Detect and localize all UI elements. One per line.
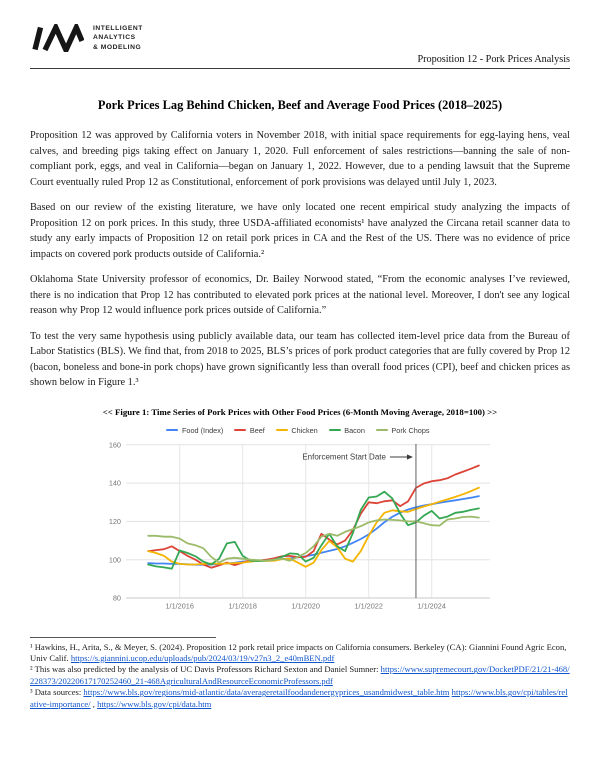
footnote-1-text: ¹ Hawkins, H., Arita, S., & Meyer, S. (2024). Proposition 12 pork retail price impacts on California consumers. Berkeley (CA): Giannini Found Agric Econ, Univ Calif. [30, 641, 567, 663]
footnote-1-link[interactable]: https://s.giannini.ucop.edu/uploads/pub/2024/03/19/v27n3_2_e40mBEN.pdf [70, 652, 335, 663]
footnote-3 [30, 687, 570, 710]
legend-marker-food-index [166, 429, 178, 432]
footnote-3-text: ³ Data sources: [30, 687, 84, 698]
y-tick-label: 100 [108, 554, 121, 564]
logo-line-1: INTELLIGENT [93, 25, 143, 32]
footnote-3-link-2[interactable]: https://www.bls.gov/cpi/tables/relative-importance/ [30, 687, 568, 709]
y-tick-label: 80 [112, 593, 121, 603]
header-divider [30, 68, 570, 69]
x-tick-label: 1/1/2018 [228, 601, 257, 610]
paragraph-4: To test the very same hypothesis using publicly available data, our team has collected item-level price data from the Bureau of Labor Statistics (BLS). We find that, from 2018 to 2025, BLS’s prices of pork product categories that are fully covered by Prop 12 (bacon, boneless and bone-in pork chops) have grown significantly less than overall food prices (CPI), beef and chicken prices as shown below in Figure 1.³ [30, 330, 570, 388]
legend-marker-chicken [276, 429, 288, 432]
iam-logo-icon [30, 24, 84, 52]
y-tick-label: 140 [108, 478, 121, 488]
logo-line-2: ANALYTICS [93, 34, 136, 42]
series-line-beef [148, 465, 479, 567]
paragraph-3: Oklahoma State University professor of economics, Dr. Bailey Norwood stated, “From the economic analyses I’ve reviewed, there is no indication that Prop 12 has contributed to elevated pork prices at the national level. Moreover, I don't see any logical reason why Prop 12 would influence pork prices outside of California.” [30, 274, 570, 316]
legend-label-chicken: Chicken [291, 425, 318, 435]
footnote-3-sep-2: , [90, 698, 98, 709]
x-tick-label: 1/1/2022 [354, 601, 383, 610]
legend-marker-bacon [329, 429, 341, 432]
series-line-pork-chops [148, 516, 479, 562]
legend-label-bacon: Bacon [344, 425, 365, 435]
legend-label-pork-chops: Pork Chops [391, 425, 430, 435]
legend-marker-pork-chops [376, 429, 388, 432]
y-tick-label: 160 [108, 439, 121, 449]
figure1-plot [93, 436, 503, 620]
page-header [30, 24, 570, 68]
legend-item-beef [234, 426, 265, 435]
footnotes [30, 642, 570, 710]
x-tick-label: 1/1/2020 [291, 601, 320, 610]
legend-label-beef: Beef [249, 425, 265, 435]
legend-marker-beef [234, 429, 246, 432]
paragraph-1: Proposition 12 was approved by California voters in November 2018, with initial space requirements for egg-laying hens, veal calves, and breeding pigs taking effect on January 1, 2020. Full enforcement of sales restrictions—banning the sale of non-compliant pork, eggs, and veal in California—began on January 1, 2022. However, due to a pending lawsuit that the Supreme Court eventually ruled Prop 12 as Constitutional, enforcement of pork provisions was delayed until July 1, 2023. [30, 130, 570, 188]
document-reference-title: Proposition 12 - Pork Prices Analysis [417, 54, 570, 65]
annotation-arrowhead-icon [407, 454, 413, 459]
paragraph-2: Based on our review of the existing literature, we have only located one recent empirical study analyzing the impacts of Proposition 12 on pork prices. In this study, three USDA-affiliated economists¹ have analyzed the Circana retail scanner data to study any early impacts of Proposition 12 on retail pork prices in CA and the Rest of the US. There was no evidence of price impacts on covered pork products outside of California.² [30, 202, 570, 260]
footnote-3-link-3[interactable]: https://www.bls.gov/cpi/data.htm [97, 698, 212, 709]
footnote-divider [30, 637, 216, 638]
footnote-2 [30, 664, 570, 687]
footnote-2-text: ² This was also predicted by the analysis of UC Davis Professors Richard Sexton and Daniel Sumner: [30, 664, 381, 675]
legend-item-food-index [166, 426, 223, 435]
legend-item-pork-chops [376, 426, 430, 435]
figure1 [93, 425, 503, 625]
series-line-bacon [148, 491, 479, 568]
enforcement-annotation-label: Enforcement Start Date [302, 452, 386, 461]
legend-label-food-index: Food (Index) [181, 425, 224, 435]
footnote-1 [30, 642, 570, 665]
chart-legend [93, 425, 503, 436]
x-tick-label: 1/1/2016 [165, 601, 194, 610]
legend-item-chicken [276, 426, 318, 435]
figure-caption: << Figure 1: Time Series of Pork Prices with Other Food Prices (6-Month Moving Average, 2018=100) >> [102, 406, 498, 417]
page-title: Pork Prices Lag Behind Chicken, Beef and Average Food Prices (2018–2025) [97, 98, 503, 112]
footnote-3-link-1[interactable]: https://www.bls.gov/regions/mid-atlantic/data/averageretailfoodandenergyprices_usandmidwest_table.htm [83, 687, 450, 698]
company-logo [30, 24, 143, 52]
legend-item-bacon [329, 426, 365, 435]
logo-line-3: & MODELING [93, 43, 142, 51]
x-tick-label: 1/1/2024 [417, 601, 446, 610]
y-tick-label: 120 [108, 516, 121, 526]
footnote-2-link[interactable]: https://www.supremecourt.gov/DocketPDF/21/21-468/228373/20220617170252460_21-468AgriculturalAndResourceEconomicProfessors.pdf [30, 664, 570, 686]
series-line-food-index [148, 496, 479, 565]
logo-wordmark [93, 24, 143, 52]
